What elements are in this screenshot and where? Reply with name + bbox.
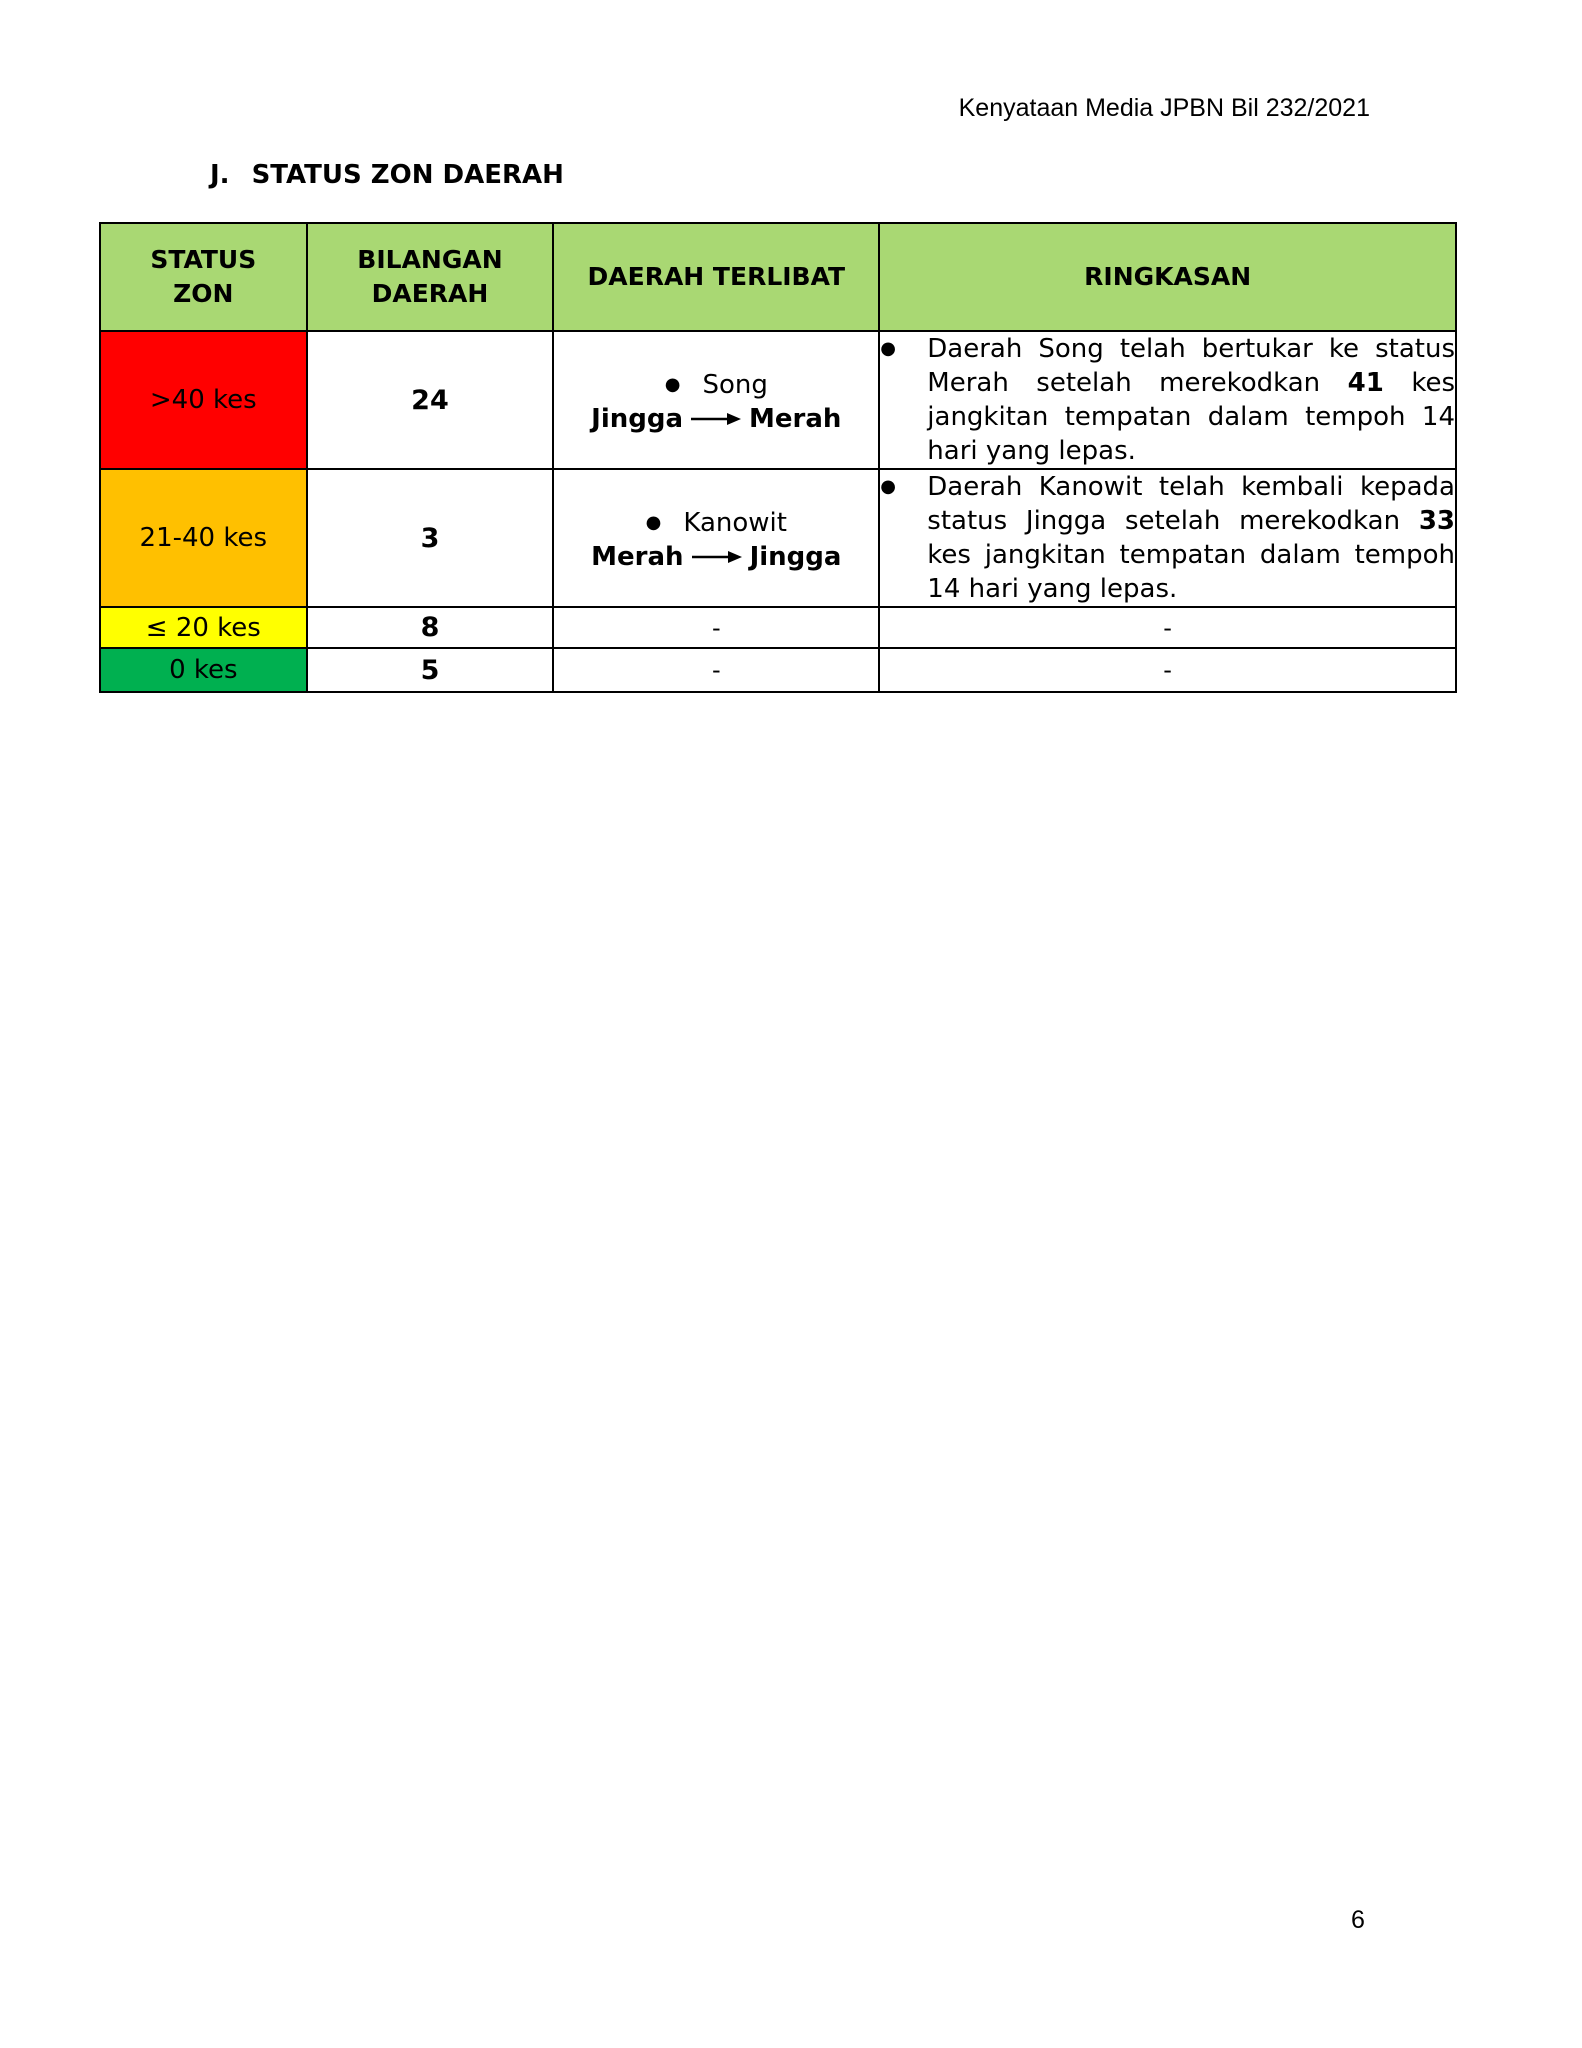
summary-text: Daerah Song telah bertukar ke status Merah setelah merekodkan 41 kes jangkitan tempatan dalam tempoh 14 hari yang lepas. [927, 334, 1455, 466]
table-row [100, 469, 1456, 607]
districts-involved-cell [553, 469, 879, 607]
table-row [100, 607, 1456, 648]
bullet-icon: ● [880, 338, 896, 359]
bullet-icon: ● [645, 511, 662, 533]
table-row [100, 648, 1456, 692]
header-bilangan-daerah: BILANGAN DAERAH [307, 223, 554, 331]
from-status: Merah [591, 541, 684, 572]
summary-cell: - [879, 648, 1456, 692]
status-zone-cell: >40 kes [100, 331, 307, 469]
section-title: STATUS ZON DAERAH [251, 160, 564, 190]
status-zone-cell: 21-40 kes [100, 469, 307, 607]
status-transition [554, 540, 878, 574]
table-row [100, 331, 1456, 469]
bullet-icon: ● [880, 476, 896, 497]
to-status: Jingga [749, 541, 842, 572]
section-heading [210, 160, 564, 190]
header-daerah-terlibat: DAERAH TERLIBAT [553, 223, 879, 331]
summary-cell [879, 331, 1456, 469]
page-number: 6 [1351, 1906, 1365, 1934]
districts-involved-cell: - [553, 648, 879, 692]
status-zone-cell: 0 kes [100, 648, 307, 692]
zone-status-table [99, 222, 1457, 693]
district-count-cell: 8 [307, 607, 554, 648]
from-status: Jingga [591, 403, 684, 434]
header-ringkasan: RINGKASAN [879, 223, 1456, 331]
arrow-right-icon [690, 549, 744, 565]
district-count-cell: 24 [307, 331, 554, 469]
summary-cell [879, 469, 1456, 607]
section-letter: J. [210, 160, 230, 190]
status-transition [554, 402, 878, 436]
district-count-cell: 3 [307, 469, 554, 607]
header-status-zon: STATUS ZON [100, 223, 307, 331]
arrow-right-icon [689, 411, 743, 427]
bullet-icon: ● [664, 373, 681, 395]
district-count-cell: 5 [307, 648, 554, 692]
table-header-row [100, 223, 1456, 331]
districts-involved-cell: - [553, 607, 879, 648]
document-reference: Kenyataan Media JPBN Bil 232/2021 [958, 94, 1370, 122]
summary-cell: - [879, 607, 1456, 648]
district-name: Kanowit [683, 507, 787, 538]
districts-involved-cell [553, 331, 879, 469]
district-name: Song [702, 369, 768, 400]
summary-text: Daerah Kanowit telah kembali kepada status Jingga setelah merekodkan 33 kes jangkitan tempatan dalam tempoh 14 hari yang lepas. [927, 472, 1455, 604]
status-zone-cell: ≤ 20 kes [100, 607, 307, 648]
to-status: Merah [749, 403, 842, 434]
